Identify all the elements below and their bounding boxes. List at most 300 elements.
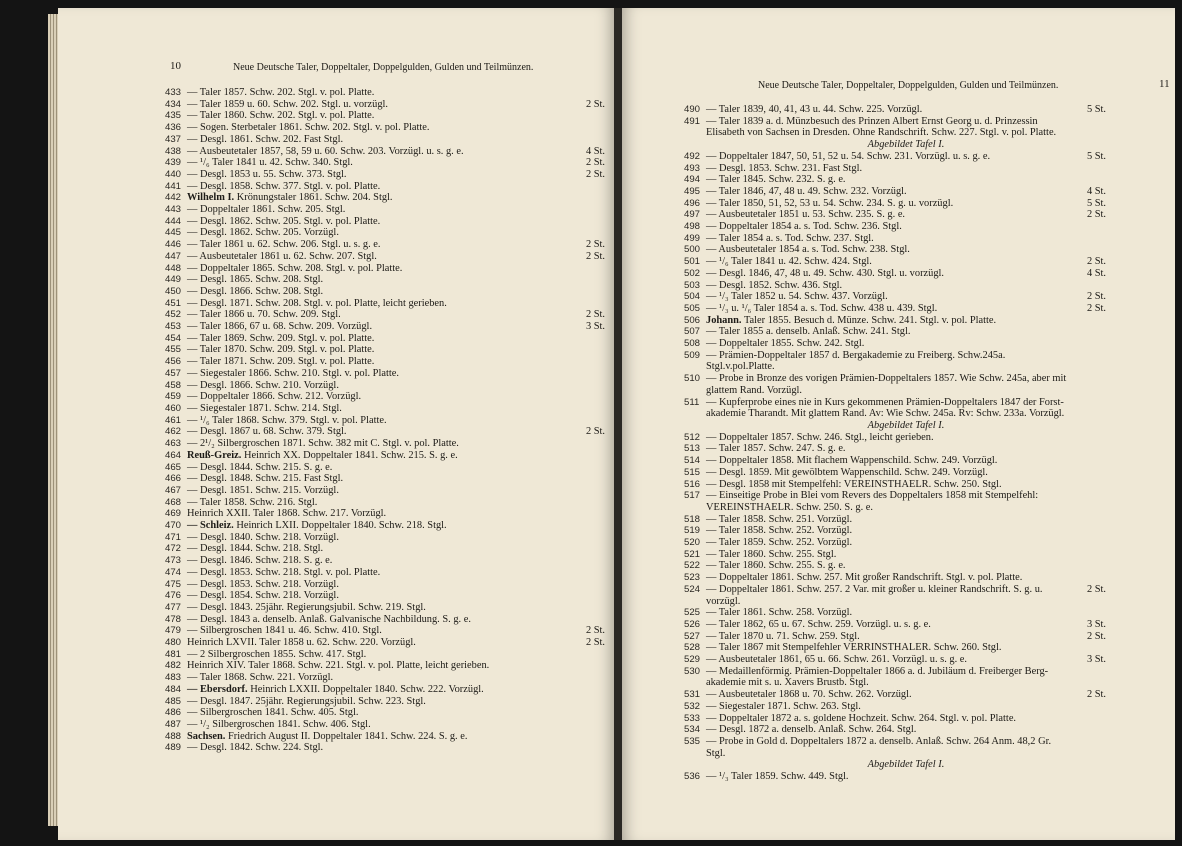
lot-number: 435 — [165, 110, 182, 122]
lot-number: 523 — [684, 572, 701, 584]
lot-text: — Schleiz. Heinrich LXII. Doppeltaler 1840. Schw. 218. Stgl. — [187, 520, 447, 532]
lot-text: — Desgl. 1846. Schw. 218. S. g. e. — [187, 555, 333, 567]
lot-text: — Taler 1850, 51, 52, 53 u. 54. Schw. 234. S. g. u. vorzügl. — [706, 197, 954, 209]
lot-text: — Ausbeutetaler 1868 u. 70. Schw. 262. Vorzügl. — [706, 689, 912, 701]
lot-description — [706, 560, 1106, 572]
lot-number: 454 — [165, 332, 182, 344]
lot-description — [706, 116, 1106, 139]
catalogue-entry — [165, 309, 605, 321]
plate-reference-caption: Abgebildet Tafel I. — [867, 759, 945, 771]
lot-text: — Doppeltaler 1855. Schw. 242. Stgl. — [706, 338, 865, 350]
lot-number: 449 — [165, 274, 182, 286]
lot-description — [187, 344, 605, 356]
lot-text: — Taler 1862, 65 u. 67. Schw. 259. Vorzügl. u. s. g. e. — [706, 618, 931, 630]
lot-text: — ¹/₆ Taler 1868. Schw. 379. Stgl. v. pol. Platte. — [187, 414, 387, 426]
lot-text: — Desgl. 1842. Schw. 224. Stgl. — [187, 742, 324, 754]
piece-count: 3 St. — [1086, 618, 1106, 630]
lot-text: — Taler 1839 a. d. Münzbesuch des Prinzen Albert Ernst Georg u. d. Prinzessin Elisabeth von Sachsen in Dresden. Ohne Randschrift. Schw. 227. Stgl. v. pol. Platte. — [706, 115, 1057, 139]
lot-number: 519 — [684, 525, 701, 537]
lot-text: — Desgl. 1853 u. 55. Schw. 373. Stgl. — [187, 168, 347, 180]
lot-text: — Desgl. 1858. Schw. 377. Stgl. v. pol. Platte. — [187, 180, 381, 192]
lot-number: 514 — [684, 455, 701, 467]
catalogue-entry — [165, 122, 605, 134]
catalogue-entry — [684, 607, 1106, 619]
lot-text: — Kupferprobe eines nie in Kurs gekommenen Prämien-Doppeltalers 1847 der Forst-akademie Tharandt. Mit glattem Rand. Av: Wie Schw. 245a. Rv: Schw. 233a. Vorzügl. — [706, 396, 1065, 420]
lot-number: 485 — [165, 695, 182, 707]
lot-description — [187, 333, 605, 345]
lot-text: — Taler 1859 u. 60. Schw. 202. Stgl. u. vorzügl. — [187, 98, 389, 110]
catalogue-entry — [165, 239, 605, 251]
catalogue-entry — [165, 87, 605, 99]
catalogue-entry — [165, 99, 605, 111]
catalogue-entry — [165, 520, 605, 532]
lot-text: — Desgl. 1852. Schw. 436. Stgl. — [706, 279, 843, 291]
lot-number: 502 — [684, 267, 701, 279]
lot-text: — Siegestaler 1866. Schw. 210. Stgl. v. pol. Platte. — [187, 367, 399, 379]
lot-text: — Doppeltaler 1857. Schw. 246. Stgl., leicht gerieben. — [706, 431, 934, 443]
piece-count: 2 St. — [585, 157, 605, 169]
piece-count: 2 St. — [585, 250, 605, 262]
lot-description — [187, 181, 605, 193]
piece-count: 5 St. — [1086, 150, 1106, 162]
lot-text: — Medaillenförmig. Prämien-Doppeltaler 1866 a. d. Jubiläum d. Freiberger Berg-akademie mit s. u. Xavers Brustb. Stgl. — [706, 665, 1049, 689]
lot-description — [706, 291, 1106, 303]
lot-number: 493 — [684, 162, 701, 174]
lot-text: — Ausbeutetaler 1861, 65 u. 66. Schw. 261. Vorzügl. u. s. g. e. — [706, 654, 967, 666]
lot-text: — Desgl. 1851. Schw. 215. Vorzügl. — [187, 484, 339, 496]
catalogue-entry — [684, 490, 1106, 513]
lot-number: 469 — [165, 508, 182, 520]
lot-description — [706, 607, 1106, 619]
lot-number: 452 — [165, 309, 182, 321]
lot-number: 475 — [165, 578, 182, 590]
catalogue-entry — [684, 443, 1106, 455]
lot-number: 489 — [165, 742, 182, 754]
left-running-head: Neue Deutsche Taler, Doppeltaler, Doppelgulden, Gulden und Teilmünzen. — [233, 62, 534, 73]
lot-description — [706, 771, 1106, 783]
lot-number: 516 — [684, 478, 701, 490]
catalogue-entry — [684, 244, 1106, 256]
lot-number: 501 — [684, 256, 701, 268]
lot-number: 439 — [165, 157, 182, 169]
lot-number: 510 — [684, 373, 701, 385]
lot-number: 529 — [684, 654, 701, 666]
lot-text: Wilhelm I. Krönungstaler 1861. Schw. 204. Stgl. — [187, 192, 393, 204]
lot-text: — Taler 1854 a. s. Tod. Schw. 237. Stgl. — [706, 232, 874, 244]
section-heading: Sachsen. — [187, 730, 226, 742]
lot-description — [706, 455, 1106, 467]
lot-description — [187, 660, 605, 672]
lot-number: 505 — [684, 302, 701, 314]
lot-text: Sachsen. Friedrich August II. Doppeltaler 1841. Schw. 224. S. g. e. — [187, 730, 468, 742]
lot-number: 474 — [165, 566, 182, 578]
catalogue-entry — [165, 134, 605, 146]
lot-description — [187, 321, 605, 333]
lot-text: — Desgl. 1865. Schw. 208. Stgl. — [187, 274, 324, 286]
section-heading: Wilhelm I. — [187, 192, 235, 204]
lot-text: Heinrich LXVII. Taler 1858 u. 62. Schw. 220. Vorzügl. — [187, 637, 416, 649]
lot-text: — Taler 1860. Schw. 255. S. g. e. — [706, 560, 846, 572]
catalogue-entry — [684, 397, 1106, 420]
lot-description — [706, 268, 1106, 280]
catalogue-entry — [684, 467, 1106, 479]
lot-text: — Desgl. 1844. Schw. 215. S. g. e. — [187, 461, 333, 473]
piece-count: 5 St. — [1086, 197, 1106, 209]
catalogue-entry — [684, 654, 1106, 666]
lot-text: — Ausbeutetaler 1851 u. 53. Schw. 235. S. g. e. — [706, 209, 906, 221]
lot-number: 511 — [684, 396, 700, 408]
lot-number: 447 — [165, 250, 182, 262]
lot-text: — Taler 1866, 67 u. 68. Schw. 209. Vorzügl. — [187, 321, 373, 333]
catalogue-entry — [165, 110, 605, 122]
catalogue-entry — [684, 221, 1106, 233]
lot-number: 473 — [165, 555, 182, 567]
lot-number: 515 — [684, 466, 701, 478]
lot-number: 521 — [684, 548, 701, 560]
lot-text: — Taler 1869. Schw. 209. Stgl. v. pol. Platte. — [187, 332, 375, 344]
lot-description — [706, 736, 1106, 759]
left-entry-list — [165, 87, 605, 754]
lot-description — [706, 151, 1106, 163]
lot-description — [187, 227, 605, 239]
lot-text: — Desgl. 1867 u. 68. Schw. 379. Stgl. — [187, 426, 347, 438]
lot-description — [187, 614, 605, 626]
catalogue-entry — [165, 274, 605, 286]
lot-number: 433 — [165, 87, 182, 98]
lot-number: 466 — [165, 473, 182, 485]
lot-description — [706, 537, 1106, 549]
lot-text: — Taler 1857. Schw. 202. Stgl. v. pol. Platte. — [187, 87, 375, 98]
catalogue-entry — [684, 280, 1106, 292]
lot-number: 528 — [684, 642, 701, 654]
catalogue-entry — [165, 380, 605, 392]
plate-reference-caption: Abgebildet Tafel I. — [867, 139, 945, 151]
catalogue-entry — [165, 356, 605, 368]
catalogue-entry — [684, 326, 1106, 338]
lot-description — [187, 169, 605, 181]
lot-number: 520 — [684, 537, 701, 549]
lot-text: — Taler 1846, 47, 48 u. 49. Schw. 232. Vorzügl. — [706, 185, 907, 197]
lot-text: — Taler 1839, 40, 41, 43 u. 44. Schw. 225. Vorzügl. — [706, 104, 923, 115]
lot-description — [706, 186, 1106, 198]
catalogue-entry — [165, 403, 605, 415]
lot-text: — Desgl. 1844. Schw. 218. Stgl. — [187, 543, 324, 555]
lot-number: 478 — [165, 613, 182, 625]
lot-description — [187, 87, 605, 99]
lot-description — [706, 163, 1106, 175]
lot-number: 461 — [165, 414, 182, 426]
piece-count: 2 St. — [1086, 689, 1106, 701]
lot-number: 488 — [165, 730, 182, 742]
lot-number: 445 — [165, 227, 182, 239]
lot-number: 451 — [165, 297, 182, 309]
lot-number: 456 — [165, 356, 182, 368]
lot-number: 448 — [165, 262, 182, 274]
catalogue-entry — [165, 333, 605, 345]
lot-number: 490 — [684, 104, 701, 115]
catalogue-entry — [165, 426, 605, 438]
lot-number: 472 — [165, 543, 182, 555]
lot-number: 513 — [684, 443, 701, 455]
lot-number: 530 — [684, 665, 701, 677]
lot-number: 464 — [165, 449, 182, 461]
catalogue-entry — [165, 344, 605, 356]
lot-text: — Taler 1861. Schw. 258. Vorzügl. — [706, 607, 853, 619]
lot-text: — ¹/₃ Taler 1859. Schw. 449. Stgl. — [706, 771, 849, 783]
catalogue-entry — [684, 642, 1106, 654]
lot-text: — Desgl. 1843 a. denselb. Anlaß. Galvanische Nachbildung. S. g. e. — [187, 613, 471, 625]
piece-count: 2 St. — [1086, 302, 1106, 314]
lot-number: 483 — [165, 672, 182, 684]
catalogue-entry — [684, 455, 1106, 467]
lot-text: — Taler 1861 u. 62. Schw. 206. Stgl. u. s. g. e. — [187, 239, 381, 251]
lot-number: 481 — [165, 648, 182, 660]
catalogue-entry — [165, 555, 605, 567]
lot-description — [187, 368, 605, 380]
catalogue-entry — [684, 209, 1106, 221]
lot-text: — Ausbeutetaler 1854 a. s. Tod. Schw. 238. Stgl. — [706, 244, 910, 256]
lot-description — [187, 110, 605, 122]
lot-description — [706, 303, 1106, 315]
catalogue-entry — [165, 368, 605, 380]
catalogue-entry — [165, 543, 605, 555]
lot-number: 522 — [684, 560, 701, 572]
lot-description — [187, 637, 605, 649]
catalogue-entry — [684, 291, 1106, 303]
lot-number: 459 — [165, 391, 182, 403]
catalogue-entry — [165, 204, 605, 216]
catalogue-entry — [165, 473, 605, 485]
lot-description — [187, 146, 605, 158]
lot-text: — Probe in Gold d. Doppeltalers 1872 a. denselb. Anlaß. Schw. 264 Anm. 48,2 Gr. Stgl. — [706, 735, 1052, 759]
lot-text: — Silbergroschen 1841 u. 46. Schw. 410. Stgl. — [187, 625, 382, 637]
lot-text: — Ausbeutetaler 1857, 58, 59 u. 60. Schw. 203. Vorzügl. u. s. g. e. — [187, 145, 464, 157]
lot-number: 463 — [165, 438, 182, 450]
lot-description — [706, 315, 1106, 327]
lot-description — [187, 157, 605, 169]
lot-number: 468 — [165, 496, 182, 508]
catalogue-entry — [684, 163, 1106, 175]
lot-description — [187, 204, 605, 216]
lot-number: 507 — [684, 326, 701, 338]
catalogue-entry — [684, 619, 1106, 631]
lot-description — [706, 584, 1106, 607]
lot-text: — Desgl. 1847. 25jähr. Regierungsjubil. Schw. 223. Stgl. — [187, 695, 426, 707]
right-entry-list — [684, 104, 1106, 783]
piece-count: 2 St. — [1086, 256, 1106, 268]
lot-description — [187, 450, 605, 462]
lot-text: — Silbergroschen 1841. Schw. 405. Stgl. — [187, 707, 359, 719]
lot-description — [706, 479, 1106, 491]
lot-text: — Taler 1845. Schw. 232. S. g. e. — [706, 174, 846, 186]
lot-description — [706, 713, 1106, 725]
lot-text: — 2¹/₂ Silbergroschen 1871. Schw. 382 mit C. Stgl. v. pol. Platte. — [187, 438, 459, 450]
section-heading: — Ebersdorf. — [187, 683, 248, 695]
catalogue-entry — [684, 432, 1106, 444]
lot-number: 526 — [684, 618, 701, 630]
lot-description — [187, 298, 605, 310]
lot-number: 518 — [684, 513, 701, 525]
catalogue-entry — [165, 602, 605, 614]
lot-text: — Desgl. 1862. Schw. 205. Vorzügl. — [187, 227, 339, 239]
lot-text: — Taler 1857. Schw. 247. S. g. e. — [706, 443, 846, 455]
lot-description — [187, 356, 605, 368]
lot-text: Heinrich XXII. Taler 1868. Schw. 217. Vorzügl. — [187, 508, 387, 520]
catalogue-entry — [165, 614, 605, 626]
lot-number: 486 — [165, 707, 182, 719]
lot-description — [706, 525, 1106, 537]
lot-number: 470 — [165, 520, 182, 532]
lot-description — [706, 326, 1106, 338]
piece-count: 2 St. — [1086, 583, 1106, 595]
catalogue-entry — [684, 315, 1106, 327]
catalogue-entry — [165, 590, 605, 602]
lot-text: — Sogen. Sterbetaler 1861. Schw. 202. Stgl. v. pol. Platte. — [187, 122, 430, 134]
lot-number: 484 — [165, 683, 182, 695]
lot-text: — Doppeltaler 1858. Mit flachem Wappenschild. Schw. 249. Vorzügl. — [706, 455, 998, 467]
lot-text: — Taler 1871. Schw. 209. Stgl. v. pol. Platte. — [187, 356, 375, 368]
catalogue-entry — [684, 701, 1106, 713]
lot-description — [187, 462, 605, 474]
lot-description — [706, 280, 1106, 292]
lot-number: 504 — [684, 291, 701, 303]
catalogue-entry — [165, 660, 605, 672]
catalogue-entry — [165, 625, 605, 637]
piece-count: 4 St. — [1086, 267, 1106, 279]
lot-number: 525 — [684, 607, 701, 619]
lot-description — [706, 104, 1106, 116]
piece-count: 2 St. — [585, 637, 605, 649]
catalogue-entry — [165, 169, 605, 181]
lot-description — [187, 742, 605, 754]
catalogue-entry — [684, 174, 1106, 186]
lot-number: 487 — [165, 718, 182, 730]
catalogue-entry — [165, 742, 605, 754]
lot-description — [187, 99, 605, 111]
lot-text: — Doppeltaler 1861. Schw. 257. 2 Var. mit großer u. kleiner Randschrift. S. g. u. vorzügl. — [706, 583, 1043, 607]
lot-text: — Doppeltaler 1861. Schw. 205. Stgl. — [187, 204, 346, 216]
lot-number: 527 — [684, 630, 701, 642]
lot-description — [187, 696, 605, 708]
lot-text: — Desgl. 1862. Schw. 205. Stgl. v. pol. Platte. — [187, 215, 381, 227]
lot-description — [187, 309, 605, 321]
lot-number: 446 — [165, 239, 182, 251]
lot-text: — Taler 1867 mit Stempelfehler VERRINSTHALER. Schw. 260. Stgl. — [706, 642, 1002, 654]
catalogue-entry — [684, 584, 1106, 607]
lot-description — [187, 719, 605, 731]
lot-description — [187, 239, 605, 251]
lot-description — [187, 263, 605, 275]
lot-description — [187, 391, 605, 403]
lot-description — [187, 403, 605, 415]
catalogue-entry — [165, 415, 605, 427]
lot-number: 440 — [165, 168, 182, 180]
lot-text: — Doppeltaler 1866. Schw. 212. Vorzügl. — [187, 391, 362, 403]
catalogue-entry — [165, 391, 605, 403]
catalogue-entry — [684, 479, 1106, 491]
piece-count: 2 St. — [1086, 209, 1106, 221]
lot-text: — ¹/₆ Taler 1841 u. 42. Schw. 424. Stgl. — [706, 256, 872, 268]
catalogue-entry — [165, 696, 605, 708]
catalogue-entry — [165, 649, 605, 661]
lot-number: 443 — [165, 204, 182, 216]
lot-text: — Desgl. 1853. Schw. 218. Stgl. v. pol. Platte. — [187, 566, 381, 578]
catalogue-entry — [684, 116, 1106, 139]
lot-number: 512 — [684, 431, 701, 443]
lot-description — [706, 549, 1106, 561]
lot-text: — ¹/₃ Taler 1852 u. 54. Schw. 437. Vorzügl. — [706, 291, 888, 303]
lot-text: — Ausbeutetaler 1861 u. 62. Schw. 207. Stgl. — [187, 250, 377, 262]
lot-text: — ¹/₂ Silbergroschen 1841. Schw. 406. Stgl. — [187, 718, 371, 730]
lot-number: 508 — [684, 338, 701, 350]
lot-description — [706, 642, 1106, 654]
lot-description — [187, 473, 605, 485]
lot-description — [706, 689, 1106, 701]
catalogue-entry — [165, 450, 605, 462]
lot-text: Reuß-Greiz. Heinrich XX. Doppeltaler 1841. Schw. 215. S. g. e. — [187, 449, 458, 461]
catalogue-entry — [165, 485, 605, 497]
book-gutter — [614, 8, 622, 840]
open-book — [58, 8, 1175, 840]
lot-number: 479 — [165, 625, 182, 637]
catalogue-entry — [165, 438, 605, 450]
lot-number: 465 — [165, 461, 182, 473]
lot-text: — Siegestaler 1871. Schw. 214. Stgl. — [187, 402, 342, 414]
section-heading: Reuß-Greiz. — [187, 449, 242, 461]
piece-count: 2 St. — [585, 625, 605, 637]
lot-text: — Desgl. 1854. Schw. 218. Vorzügl. — [187, 590, 339, 602]
catalogue-entry — [165, 286, 605, 298]
lot-number: 480 — [165, 637, 182, 649]
catalogue-entry — [684, 771, 1106, 783]
piece-count: 2 St. — [585, 239, 605, 251]
lot-description — [187, 251, 605, 263]
lot-number: 442 — [165, 192, 182, 204]
lot-text: — Taler 1866 u. 70. Schw. 209. Stgl. — [187, 309, 341, 321]
catalogue-entry — [165, 321, 605, 333]
lot-text: — Taler 1860. Schw. 202. Stgl. v. pol. Platte. — [187, 110, 375, 122]
lot-text: — Desgl. 1866. Schw. 210. Vorzügl. — [187, 379, 339, 391]
lot-number: 533 — [684, 712, 701, 724]
lot-text: — Doppeltaler 1854 a. s. Tod. Schw. 236. Stgl. — [706, 221, 902, 233]
catalogue-entry — [165, 192, 605, 204]
lot-description — [706, 244, 1106, 256]
lot-description — [187, 555, 605, 567]
catalogue-entry — [165, 637, 605, 649]
catalogue-entry — [684, 233, 1106, 245]
catalogue-entry — [684, 373, 1106, 396]
lot-text: — Desgl. 1843. 25jähr. Regierungsjubil. Schw. 219. Stgl. — [187, 601, 426, 613]
catalogue-entry — [165, 227, 605, 239]
catalogue-entry — [684, 549, 1106, 561]
lot-number: 437 — [165, 133, 182, 145]
lot-text: — Desgl. 1871. Schw. 208. Stgl. v. pol. Platte, leicht gerieben. — [187, 297, 447, 309]
catalogue-entry — [684, 514, 1106, 526]
lot-text: — Doppeltaler 1847, 50, 51, 52 u. 54. Schw. 231. Vorzügl. u. s. g. e. — [706, 150, 991, 162]
lot-number: 491 — [684, 115, 701, 127]
catalogue-entry — [165, 532, 605, 544]
lot-text: Heinrich XIV. Taler 1868. Schw. 221. Stgl. v. pol. Platte, leicht gerieben. — [187, 660, 490, 672]
catalogue-entry — [165, 298, 605, 310]
catalogue-entry — [684, 572, 1106, 584]
lot-text: — Taler 1868. Schw. 221. Vorzügl. — [187, 672, 334, 684]
catalogue-entry — [684, 256, 1106, 268]
lot-text: Johann. Taler 1855. Besuch d. Münze. Schw. 241. Stgl. v. pol. Platte. — [706, 314, 997, 326]
lot-text: — Taler 1858. Schw. 251. Vorzügl. — [706, 513, 853, 525]
lot-description — [706, 666, 1106, 689]
piece-count: 2 St. — [1086, 291, 1106, 303]
lot-description — [706, 724, 1106, 736]
